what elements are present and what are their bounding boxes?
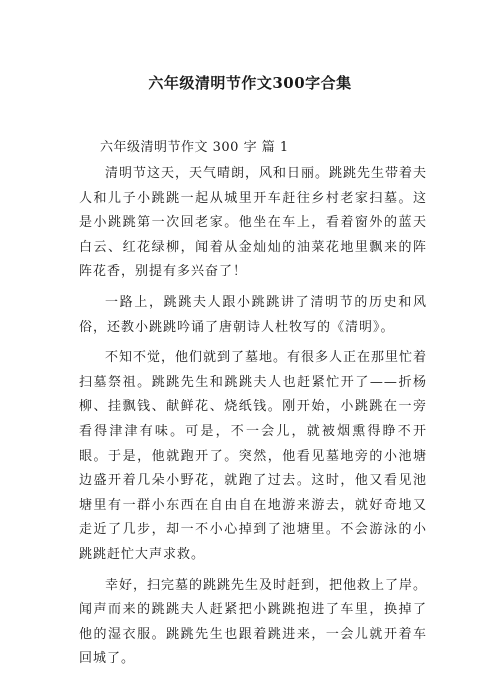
paragraph: 一路上，跳跳夫人跟小跳跳讲了清明节的历史和风俗，还教小跳跳吟诵了唐朝诗人杜牧写的《清明》。 [79,294,427,335]
paragraph: 幸好，扫完墓的跳跳先生及时赶到，把他救上了岸。闻声而来的跳跳夫人赶紧把小跳跳抱进了车里，换掉了他的湿衣服。跳跳先生也跟着跳进来，一会儿就开着车回城了。 [79,577,428,667]
paragraph: 不知不觉，他们就到了墓地。有很多人正在那里忙着扫墓祭祖。跳跳先生和跳跳夫人也赶紧忙开了——折杨柳、挂飘钱、献鲜花、烧纸钱。刚开始，小跳跳在一旁看得津津有味。可是，不一会儿，就被烟熏得睁不开眼。于是，他就跑开了。突然，他看见墓地旁的小池塘边盛开着几朵小野花，就跑了过去。这时，他又看见池塘里有一群小东西在自由自在地游来游去，就好奇地又走近了几步，却一不小心掉到了池塘里。不会游泳的小跳跳赶忙大声求救。 [79,350,428,562]
document-body [79,162,427,678]
paragraph: 清明节这天，天气晴朗，风和日丽。跳跳先生带着夫人和儿子小跳跳一起从城里开车赶往乡村老家扫墓。这是小跳跳第一次回老家。他坐在车上，看着窗外的蓝天白云、红花绿柳，闻着从金灿灿的油菜花地里飘来的阵阵花香，别提有多兴奋了！ [79,166,428,280]
document-title: 六年级清明节作文300字合集 [148,74,352,92]
section-title: 六年级清明节作文 300 字 篇 1 [100,140,289,155]
